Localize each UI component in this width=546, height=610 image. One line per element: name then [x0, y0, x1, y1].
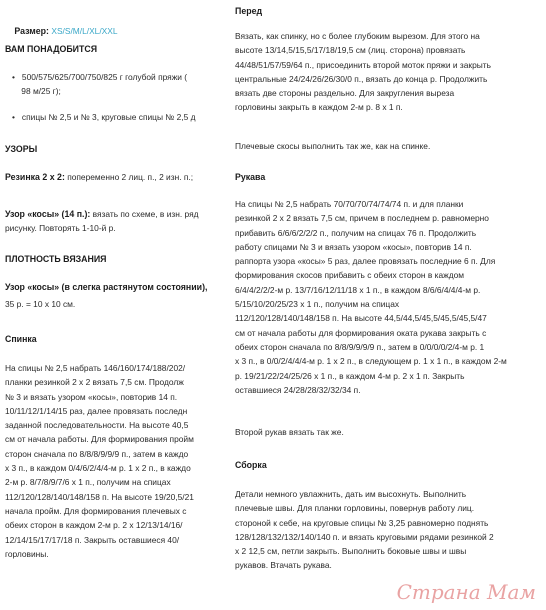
size-label: Размер: — [14, 26, 52, 37]
materials-item-yarn: • 500/575/625/700/750/825 г голубой пряжи ( 98 м/25 г); — [12, 72, 188, 97]
gauge-text: 35 р. = 10 х 10 см. — [5, 299, 76, 309]
front-text-shoulders: Плечевые скосы выполнить так же, как на спинке. — [235, 141, 431, 151]
materials-heading: ВАМ ПОНАДОБИТСЯ — [5, 44, 98, 54]
size-values: XS/S/M/L/XL/XXL — [51, 26, 118, 37]
cable-pattern-text: вязать по схеме, в изн. ряд рисунку. Повторять 1-10-й р. — [5, 209, 199, 234]
front-heading: Перед — [235, 6, 263, 16]
front-text: Вязать, как спинку, но с более глубоким вырезом. Для этого на высоте 13/14,5/15,5/17/18/19,5 см (лиц. сторона) провязать 44/48/51/57/59/64 п., присоединить второй моток пряжи и закрыть центральные 24/24/26/26/30/0 п., вязать до конца р. Продолжить вязать две стороны раздельно. Для закругления выреза горловины закрыть в каждом 2-м р. 8 х 1 п. — [235, 31, 491, 113]
back-heading: Спинка — [5, 334, 37, 344]
cable-pattern-name: Узор «косы» (14 п.): — [5, 209, 91, 219]
right-column — [232, 0, 546, 610]
gauge-pattern-name: Узор «косы» (в слегка растянутом состоянии), — [5, 282, 208, 292]
assembly-heading: Сборка — [235, 460, 267, 470]
materials-item-needles: • спицы № 2,5 и № 3, круговые спицы № 2,5 д — [12, 112, 196, 122]
sleeves-heading: Рукава — [235, 172, 266, 182]
sleeves-text: На спицы № 2,5 набрать 70/70/70/74/74/74 п. и для планки резинкой 2 х 2 вязать 7,5 см, причем в последнем р. равномерно прибавить 6/6/6/2/2/2 п., получим на спицах 76 п. Продолжить работу спицами № 3 и вязать узором «косы», повторив 14 п. раппорта узора «косы» 5 раз, далее провязать последние 6 п. Для формирования скосов прибавить с обеих сторон в каждом 6/4/4/2/2/2-м р. 13/7/16/12/11/18 х 1 п., в каждом 8/6/6/4/4/4-м р. 5/15/10/20/25/23 х 1 п., получим на спицах 112/120/128/140/148/158 п. На высоте 44,5/44,5/45,5/45,5/45,5/47 см от начала работы для формирования оката рукава закрыть с обеих сторон сначала по 8/8/9/9/9/9 п., затем в 0/0/0/0/2/4-м р. 1 х 3 п., в 0/0/2/4/4/4-м р. 1 х 2 п., в следующем р. 1 х 1 п., в каждом 2-м р. 19/21/22/24/25/26 х 1 п., в каждом 4-м р. 2 х 1 п. Закрыть оставшиеся 24/28/28/32/32/34 п. — [235, 199, 507, 395]
back-text: На спицы № 2,5 набрать 146/160/174/188/202/ планки резинкой 2 х 2 вязать 7,5 см. Продолж № 3 и вязать узором «косы», повторив 14 п. 10/11/12/1/14/15 раз, далее провязать последн заданной последовательности. На высоте 40,5 см от начала работы. Для формирования пройм сторон сначала по 8/8/8/9/9/9 п., затем в каждо х 3 п., в каждом 0/4/6/2/4/4-м р. 1 х 2 п., в каждо 2-м р. 8/7/8/9/7/6 х 1 п., получим на спицах 112/120/128/140/148/158 п. На высоте 19/20,5/21 начала пройм. Для формирования плечевых с обеих сторон в каждом 2-м р. 2 х 12/13/14/16/ 12/14/15/17/17/18 п. Закрыть оставшиеся 40/ горловины. — [5, 363, 194, 559]
patterns-heading: УЗОРЫ — [5, 144, 38, 154]
gauge-heading: ПЛОТНОСТЬ ВЯЗАНИЯ — [5, 254, 107, 264]
assembly-text: Детали немного увлажнить, дать им высохнуть. Выполнить плечевые швы. Для планки горловины, повернув работу лиц. стороной к себе, на круговые спицы № 3,25 равномерно поднять 128/128/132/132/140/140 п. и вязать круговыми рядами резинкой 2 х 2 12,5 см, петли закрыть. Выполнить боковые швы и швы рукавов. Втачать рукава. — [235, 489, 494, 571]
sleeves-text-second: Второй рукав вязать так же. — [235, 427, 344, 437]
rib-pattern — [5, 170, 232, 184]
site-logo: Страна Мам — [396, 580, 536, 604]
cable-pattern — [5, 207, 232, 236]
left-column — [0, 0, 232, 610]
rib-pattern-text: попеременно 2 лиц. п., 2 изн. п.; — [64, 172, 194, 182]
rib-pattern-name: Резинка 2 х 2: — [5, 172, 65, 182]
